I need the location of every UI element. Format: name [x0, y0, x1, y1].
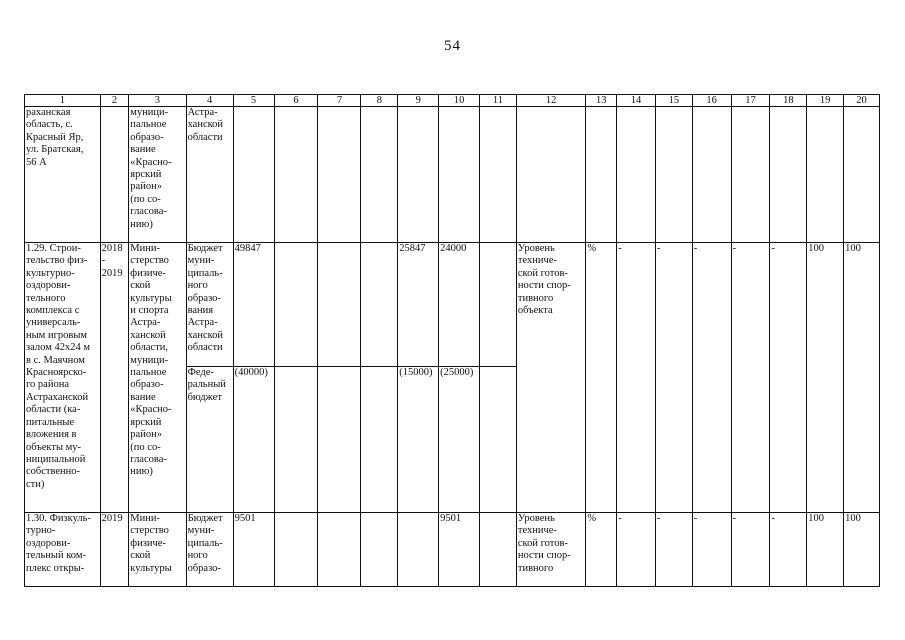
- cell-line: залом 42x24 м: [26, 342, 90, 354]
- cell-line: муници-: [130, 107, 169, 118]
- amount-year-2019: 24000: [439, 243, 480, 367]
- cell-line: оздорови-: [26, 537, 71, 549]
- cell-line: сти): [26, 478, 45, 490]
- indicator-value: -: [731, 243, 770, 513]
- cell-line: гласова-: [130, 206, 167, 218]
- cell-line: Мини-: [130, 243, 160, 254]
- cell-line: ской готов-: [517, 537, 568, 549]
- cell-line: ципаль-: [187, 537, 223, 549]
- cell-line: 1.30. Физкуль-: [26, 513, 91, 524]
- indicator-value: 100: [807, 243, 844, 513]
- cell-line: -: [101, 255, 106, 267]
- cell-line: ципаль-: [187, 267, 223, 279]
- col-header-2: 2: [100, 95, 129, 107]
- cell-line: и спорта: [130, 305, 169, 317]
- cell-line: 2018: [101, 243, 123, 254]
- cell-line: ниципальной: [26, 453, 86, 465]
- indicator-value: -: [692, 513, 731, 587]
- cell-line: собственно-: [26, 466, 81, 478]
- cell-line: Красный Яр,: [26, 131, 84, 143]
- column-number-row: [25, 95, 880, 107]
- cell-line: тивного: [517, 292, 554, 304]
- executor-cell: [129, 107, 186, 243]
- source-cell: [186, 367, 233, 513]
- col-header-5: 5: [233, 95, 274, 107]
- term-cell: 2019: [100, 513, 129, 587]
- cell-line: ярский: [130, 416, 162, 428]
- cell-line: плекс откры-: [26, 562, 85, 574]
- indicator-value: -: [655, 513, 692, 587]
- cell-line: универсаль-: [26, 317, 81, 329]
- cell-line: Красноярско-: [26, 367, 87, 379]
- table-row: [25, 513, 880, 587]
- col-header-3: 3: [129, 95, 186, 107]
- cell-line: ным игровым: [26, 329, 88, 341]
- col-header-9: 9: [398, 95, 439, 107]
- cell-line: оздорови-: [26, 280, 71, 292]
- indicator-value: -: [655, 243, 692, 513]
- cell-line: физиче-: [130, 267, 166, 279]
- cell-line: техниче-: [517, 255, 557, 267]
- cell-line: техниче-: [517, 525, 557, 537]
- program-table: [24, 94, 880, 587]
- col-header-6: 6: [274, 95, 318, 107]
- cell-line: культуры: [130, 292, 172, 304]
- col-header-18: 18: [770, 95, 807, 107]
- cell-line: пальное: [130, 119, 167, 131]
- cell-line: 2019: [101, 267, 123, 279]
- total-amount: 9501: [233, 513, 274, 587]
- cell-line: пальное: [130, 367, 167, 379]
- col-header-20: 20: [844, 95, 880, 107]
- col-header-11: 11: [480, 95, 517, 107]
- cell-line: объекты му-: [26, 441, 82, 453]
- cell-line: вание: [130, 391, 156, 403]
- cell-line: объекта: [517, 305, 553, 317]
- cell-line: область, с.: [26, 119, 73, 131]
- indicator-value: -: [731, 513, 770, 587]
- cell-line: муници-: [130, 354, 169, 366]
- total-amount: 49847: [233, 243, 274, 367]
- cell-line: в с. Маячном: [26, 354, 85, 366]
- cell-line: «Красно-: [130, 404, 172, 416]
- cell-line: Уровень: [517, 513, 555, 524]
- cell-line: области,: [130, 342, 169, 354]
- cell-line: раханская: [26, 107, 71, 118]
- cell-line: питальные: [26, 416, 75, 428]
- cell-line: комплекса с: [26, 305, 80, 317]
- cell-line: вание: [130, 144, 156, 156]
- cell-line: образо-: [187, 292, 221, 304]
- cell-line: ханской: [187, 329, 224, 341]
- table-row: [25, 107, 880, 243]
- cell-line: (по со-: [130, 441, 161, 453]
- cell-line: ской: [130, 550, 151, 562]
- cell-line: образо-: [187, 562, 221, 574]
- cell-line: Астра-: [187, 317, 218, 329]
- cell-line: вания: [187, 305, 214, 317]
- col-header-19: 19: [807, 95, 844, 107]
- cell-line: ханской: [187, 119, 224, 131]
- cell-line: Бюджет: [187, 513, 223, 524]
- cell-line: области: [187, 342, 223, 354]
- cell-line: Астраханской: [26, 391, 89, 403]
- cell-line: ного: [187, 550, 208, 562]
- source-cell: [186, 107, 233, 243]
- col-header-1: 1: [25, 95, 101, 107]
- indicator-value: 100: [807, 513, 844, 587]
- cell-line: Феде-: [187, 367, 214, 378]
- col-header-8: 8: [361, 95, 398, 107]
- amount-year-2018: 25847: [398, 243, 439, 367]
- col-header-17: 17: [731, 95, 770, 107]
- cell-line: физиче-: [130, 537, 166, 549]
- cell-line: ного: [187, 280, 208, 292]
- unit-cell: %: [586, 243, 617, 513]
- cell-line: области: [187, 131, 223, 143]
- cell-line: 56 А: [26, 156, 47, 168]
- cell-line: области (ка-: [26, 404, 81, 416]
- table-row: [25, 243, 880, 367]
- indicator-value: 100: [844, 243, 880, 513]
- col-header-16: 16: [692, 95, 731, 107]
- cell-line: муни-: [187, 255, 215, 267]
- indicator-cell: [516, 243, 586, 513]
- cell-line: Уровень: [517, 243, 555, 254]
- cell-line: тельство физ-: [26, 255, 88, 267]
- cell-line: культурно-: [26, 267, 75, 279]
- cell-line: ул. Братская,: [26, 144, 84, 156]
- cell-line: ской готов-: [517, 267, 568, 279]
- amount-year-2019: 9501: [439, 513, 480, 587]
- cell-line: го района: [26, 379, 69, 391]
- cell-line: нию): [130, 466, 153, 478]
- cell-line: ской: [130, 280, 151, 292]
- indicator-value: -: [692, 243, 731, 513]
- executor-cell: [129, 513, 186, 587]
- indicator-value: -: [770, 513, 807, 587]
- cell-line: район»: [130, 429, 162, 441]
- indicator-cell: [516, 513, 586, 587]
- cell-line: ханской: [130, 329, 166, 341]
- cell-line: муни-: [187, 525, 215, 537]
- amount-year-2018: (15000): [398, 367, 439, 513]
- col-header-15: 15: [655, 95, 692, 107]
- cell-line: Астра-: [130, 317, 161, 329]
- term-cell: [100, 243, 129, 513]
- cell-line: 1.29. Строи-: [26, 243, 81, 254]
- col-header-10: 10: [439, 95, 480, 107]
- cell-line: Мини-: [130, 513, 160, 524]
- object-cell: [25, 513, 101, 587]
- cell-line: (по со-: [130, 193, 161, 205]
- cell-line: ности спор-: [517, 280, 571, 292]
- cell-line: «Красно-: [130, 156, 172, 168]
- col-header-7: 7: [318, 95, 361, 107]
- indicator-value: -: [617, 243, 656, 513]
- cell-line: район»: [130, 181, 162, 193]
- object-cell: [25, 243, 101, 513]
- indicator-value: 100: [844, 513, 880, 587]
- cell-line: образо-: [130, 131, 164, 143]
- cell-line: тельный ком-: [26, 550, 86, 562]
- cell-line: Бюджет: [187, 243, 223, 254]
- cell-line: нию): [130, 218, 153, 230]
- cell-line: тельного: [26, 292, 66, 304]
- cell-line: Астра-: [187, 107, 218, 118]
- indicator-value: -: [770, 243, 807, 513]
- object-cell: [25, 107, 101, 243]
- cell-line: тивного: [517, 562, 554, 574]
- cell-line: ральный: [187, 379, 226, 391]
- cell-line: ности спор-: [517, 550, 571, 562]
- total-amount: (40000): [233, 367, 274, 513]
- cell-line: турно-: [26, 525, 56, 537]
- source-cell: [186, 513, 233, 587]
- cell-line: стерство: [130, 525, 169, 537]
- cell-line: образо-: [130, 379, 164, 391]
- col-header-12: 12: [516, 95, 586, 107]
- cell-line: ярский: [130, 169, 162, 181]
- unit-cell: %: [586, 513, 617, 587]
- cell-line: культуры: [130, 562, 172, 574]
- page-number: 54: [444, 38, 461, 54]
- col-header-14: 14: [617, 95, 656, 107]
- cell-line: вложения в: [26, 429, 77, 441]
- col-header-4: 4: [186, 95, 233, 107]
- source-cell: [186, 243, 233, 367]
- col-header-13: 13: [586, 95, 617, 107]
- executor-cell: [129, 243, 186, 513]
- cell-line: гласова-: [130, 453, 167, 465]
- amount-year-2019: (25000): [439, 367, 480, 513]
- indicator-value: -: [617, 513, 656, 587]
- cell-line: стерство: [130, 255, 169, 267]
- cell-line: бюджет: [187, 391, 222, 403]
- term-cell: [100, 107, 129, 243]
